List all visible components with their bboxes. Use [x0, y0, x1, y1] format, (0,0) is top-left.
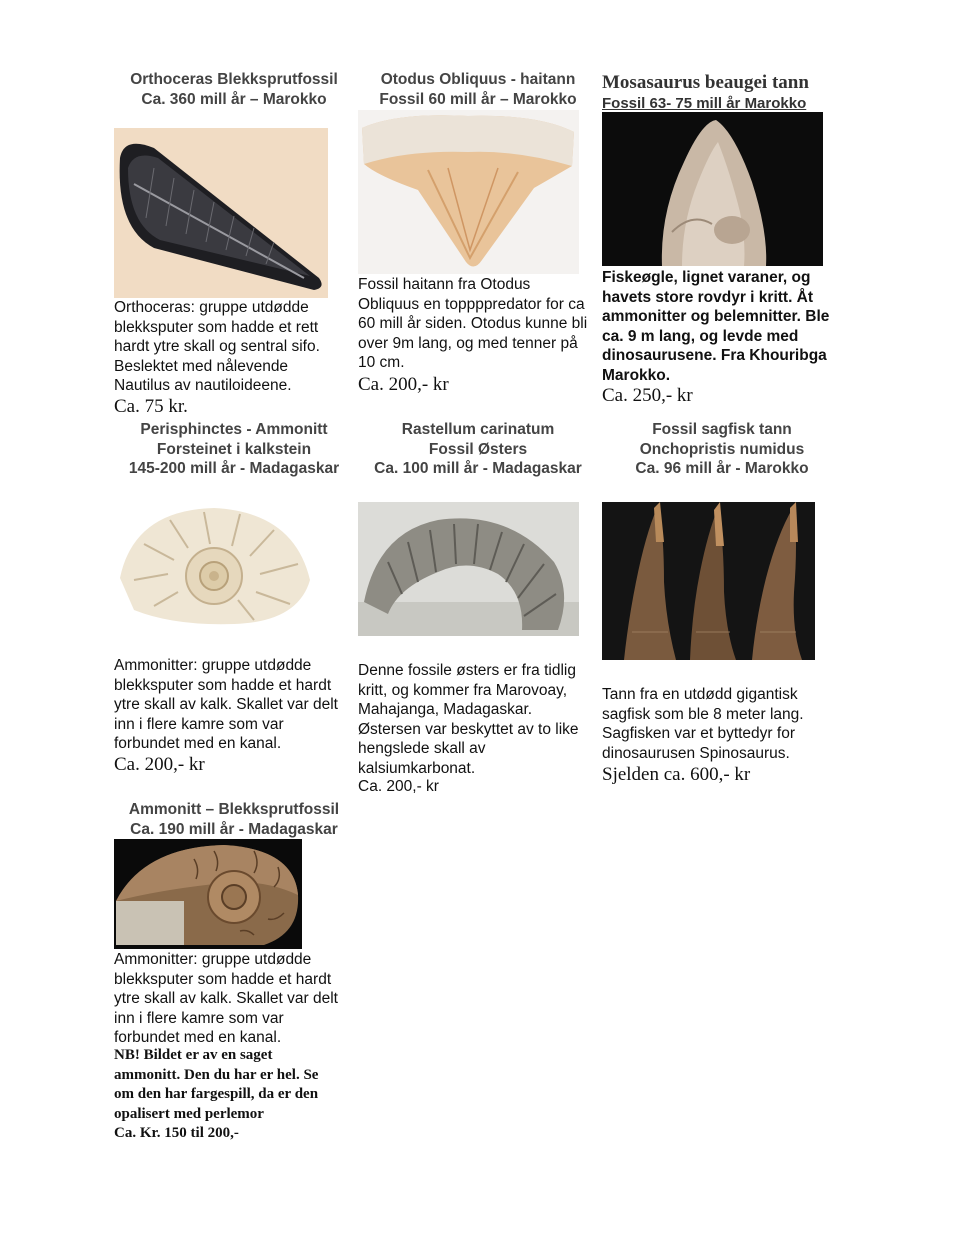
item-title: Orthoceras Blekksprutfossil Ca. 360 mill år – Marokko: [130, 71, 338, 108]
item-description: Orthoceras: gruppe utdødde blekksputer som hadde et rett hardt ytre skall og sentral sifo. Beslektet med nålevende Nautilus av nautiloideene.: [114, 299, 320, 394]
item-description: Ammonitter: gruppe utdødde blekksputer som hadde et hardt ytre skall av kalk. Skallet var delt inn i flere kamre som var forbundet med en kanal.: [114, 657, 338, 752]
item-price: Ca. 200,- kr: [114, 754, 205, 775]
sawfish-teeth-image: [602, 502, 815, 660]
cut-ammonite-image: [114, 839, 302, 949]
item-description: Tann fra en utdødd gigantisk sagfisk som ble 8 meter lang. Sagfisken var et byttedyr for dinosaurusen Spinosaurus.: [602, 686, 804, 762]
item-note: NB! Bildet er av en saget ammonitt. Den du har er hel. Se om den har fargespill, da er den opalisert med perlemor Ca. Kr. 150 til 200,-: [114, 1047, 319, 1141]
item-price: Ca. 200,- kr: [358, 778, 439, 795]
rastellum-oyster-image: [358, 502, 579, 636]
item-title: Mosasaurus beaugei tann Fossil 63- 75 mill år Marokko: [602, 72, 809, 112]
item-title: Perisphinctes - Ammonitt Forsteinet i kalkstein 145-200 mill år - Madagaskar: [128, 421, 340, 477]
item-price: Ca. 75 kr.: [114, 396, 188, 417]
item-description: Fiskeøgle, lignet varaner, og havets store rovdyr i kritt. Åt ammonitter og belemnitter. Ble ca. 9 m lang, og levde med dinosaurusene. Fra Khouribga Marokko.: [602, 269, 830, 384]
item-price: Ca. 200,- kr: [358, 374, 449, 395]
item-title: Otodus Obliquus - haitann Fossil 60 mill år – Marokko: [379, 71, 577, 108]
orthoceras-image: [114, 128, 328, 298]
otodus-tooth-image: [358, 110, 579, 274]
item-title: Ammonitt – Blekksprutfossil Ca. 190 mill år - Madagaskar: [128, 801, 340, 838]
perisphinctes-ammonite-image: [114, 500, 314, 630]
item-price: Ca. 250,- kr: [602, 385, 693, 406]
item-description: Denne fossile østers er fra tidlig kritt, og kommer fra Marovoay, Mahajanga, Madagaskar. Østersen var beskyttet av to like hengslede skall av kalsiumkarbonat.: [358, 662, 579, 777]
item-title: Rastellum carinatum Fossil Østers Ca. 100 mill år - Madagaskar: [374, 421, 582, 477]
mosasaurus-tooth-image: [602, 112, 823, 266]
item-description: Ammonitter: gruppe utdødde blekksputer som hadde et hardt ytre skall av kalk. Skallet var delt inn i flere kamre som var forbundet med en kanal.: [114, 951, 338, 1046]
item-description: Fossil haitann fra Otodus Obliquus en toppppredator for ca 60 mill år siden. Otodus kunne bli over 9m lang, og med tenner på 10 cm.: [358, 276, 588, 371]
item-title: Fossil sagfisk tann Onchopristis numidus Ca. 96 mill år - Marokko: [635, 421, 809, 477]
item-price: Sjelden ca. 600,- kr: [602, 764, 751, 785]
